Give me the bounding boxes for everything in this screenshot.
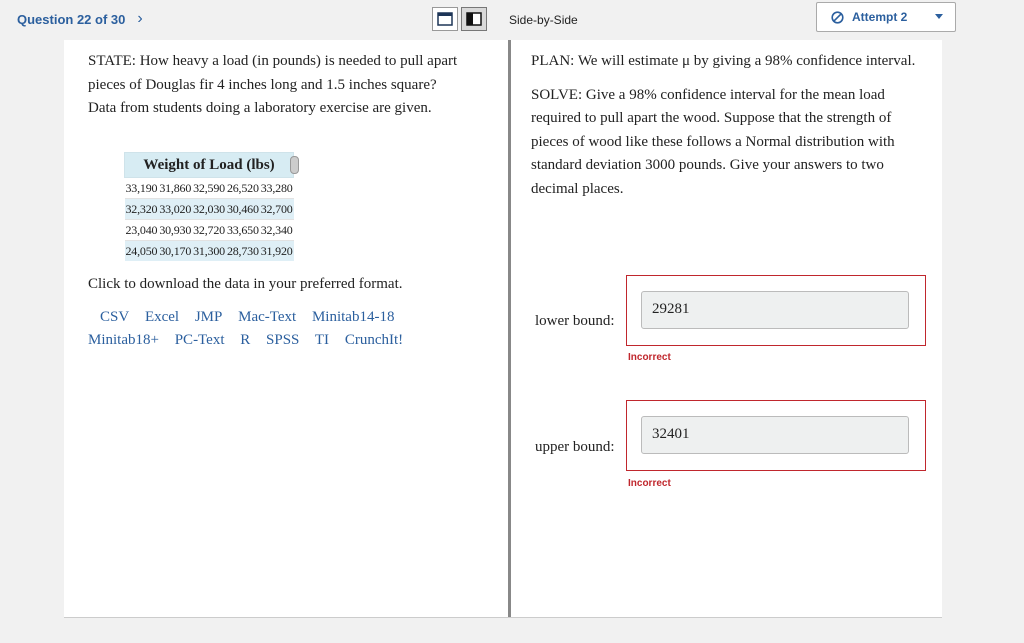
table-row — [125, 199, 294, 220]
table-row — [125, 178, 294, 199]
upper-bound-answer-box — [626, 400, 926, 471]
table-cell: 32,030 — [192, 199, 226, 220]
table-row — [125, 220, 294, 241]
table-cell: 26,520 — [226, 178, 260, 199]
table-header-label: Weight of Load (lbs) — [143, 156, 275, 173]
top-bar — [0, 0, 1024, 38]
table-cell: 32,720 — [192, 220, 226, 241]
layout-toggle — [432, 7, 487, 31]
upper-bound-label: upper bound: — [535, 439, 615, 455]
table-row — [125, 241, 294, 262]
table-cell: 33,190 — [125, 178, 159, 199]
download-excel-link[interactable]: Excel — [144, 309, 180, 325]
solve-text: SOLVE: Give a 98% confidence interval for the mean load required to pull apart the wood. Suppose that the strength of pieces of wood like these follows a Normal distribution with standard deviation 3000 pounds. Give your answers to two decimal places. — [531, 86, 895, 197]
side-by-side-icon — [466, 12, 482, 26]
table-cell: 32,340 — [260, 220, 294, 241]
table-cell: 28,730 — [226, 241, 260, 262]
table-cell: 30,460 — [226, 199, 260, 220]
upper-bound-input[interactable]: 32401 — [641, 416, 909, 454]
table-cell: 32,590 — [192, 178, 226, 199]
side-by-side-layout-button[interactable] — [461, 7, 487, 31]
table-cell: 31,860 — [158, 178, 192, 199]
download-ti-link[interactable]: TI — [314, 332, 330, 348]
table-cell: 33,650 — [226, 220, 260, 241]
lower-bound-input[interactable]: 29281 — [641, 291, 909, 329]
table-cell: 23,040 — [125, 220, 159, 241]
download-minitab18-link[interactable]: Minitab18+ — [88, 332, 159, 348]
single-column-icon — [437, 12, 453, 26]
state-text: STATE: How heavy a load (in pounds) is needed to pull apart pieces of Douglas fir 4 inches long and 1.5 inches square? Data from students doing a laboratory exercise are given. — [88, 53, 458, 116]
download-mac-text-link[interactable]: Mac-Text — [238, 309, 297, 325]
table-cell: 24,050 — [125, 241, 159, 262]
panel-divider[interactable] — [508, 40, 511, 617]
right-pane — [531, 50, 931, 211]
next-question-icon[interactable]: › — [137, 10, 143, 27]
table-cell: 33,280 — [260, 178, 294, 199]
left-pane — [88, 50, 468, 121]
download-pc-text-link[interactable]: PC-Text — [174, 332, 225, 348]
data-table — [124, 152, 294, 261]
table-cell: 32,320 — [125, 199, 159, 220]
table-cell: 33,020 — [158, 199, 192, 220]
lower-bound-status: Incorrect — [628, 352, 671, 363]
download-crunchit-link[interactable]: CrunchIt! — [344, 332, 404, 348]
ban-icon — [831, 11, 844, 24]
download-spss-link[interactable]: SPSS — [266, 332, 300, 348]
table-cell: 30,170 — [158, 241, 192, 262]
plan-text: PLAN: We will estimate μ by giving a 98% confidence interval. — [531, 53, 916, 69]
download-instructions: Click to download the data in your preferred format. — [88, 276, 403, 292]
table-cell: 30,930 — [158, 220, 192, 241]
attempt-label: Attempt 2 — [852, 10, 908, 24]
attempt-dropdown[interactable] — [816, 2, 956, 32]
download-jmp-link[interactable]: JMP — [194, 309, 223, 325]
table-cell: 32,700 — [260, 199, 294, 220]
question-nav — [17, 10, 143, 28]
scrollbar-handle[interactable] — [290, 156, 299, 174]
download-minitab14-link[interactable]: Minitab14-18 — [311, 309, 395, 325]
lower-bound-answer-box — [626, 275, 926, 346]
download-csv-link[interactable]: CSV — [100, 309, 130, 325]
upper-bound-status: Incorrect — [628, 478, 671, 489]
question-label[interactable]: Question 22 of 30 — [17, 11, 126, 27]
chevron-down-icon — [935, 14, 943, 19]
lower-bound-label: lower bound: — [535, 313, 615, 329]
single-column-layout-button[interactable] — [432, 7, 458, 31]
download-r-link[interactable]: R — [240, 332, 251, 348]
table-cell: 31,300 — [192, 241, 226, 262]
table-header — [125, 153, 294, 178]
download-links — [88, 306, 448, 352]
layout-label: Side-by-Side — [509, 13, 578, 27]
table-cell: 31,920 — [260, 241, 294, 262]
